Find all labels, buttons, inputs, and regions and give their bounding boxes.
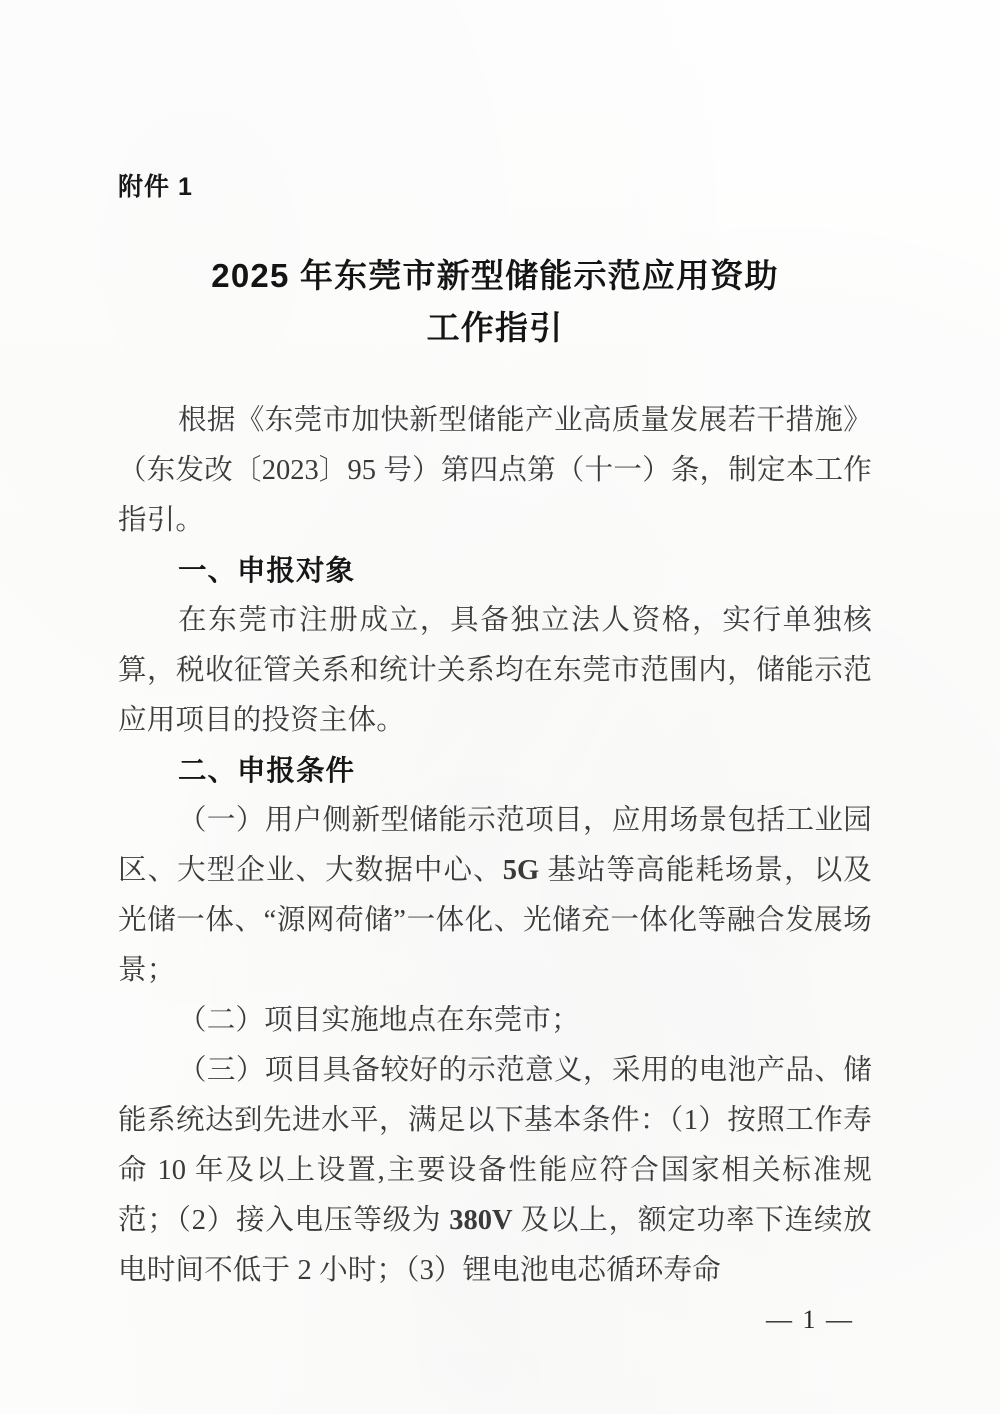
intro-paragraph: 根据《东莞市加快新型储能产业高质量发展若干措施》（东发改〔2023〕95 号）第四点第（十一）条，制定本工作指引。 [118, 405, 872, 536]
section-heading-2: 二、申报条件 [178, 755, 356, 787]
page-number: — 1 — [766, 1305, 854, 1334]
attachment-label: 附件 1 [118, 173, 193, 201]
page-title [118, 250, 872, 354]
page-content [118, 0, 872, 1414]
condition-item-1: （一）用户侧新型储能示范项目，应用场景包括工业园区、大型企业、大数据中心、5G 基站等高能耗场景，以及光储一体、“源网荷储”一体化、光储充一体化等融合发展场景； [118, 805, 872, 986]
page-title-line-1: 2025 年东莞市新型储能示范应用资助 [211, 257, 779, 294]
page-title-line-2: 工作指引 [426, 309, 564, 346]
section-heading-1: 一、申报对象 [178, 555, 356, 587]
condition-item-2: （二）项目实施地点在东莞市； [178, 1005, 580, 1036]
document-body [118, 396, 872, 1296]
condition-item-3: （三）项目具备较好的示范意义，采用的电池产品、储能系统达到先进水平，满足以下基本条件：（1）按照工作寿命 10 年及以上设置,主要设备性能应符合国家相关标准规范；（2）接入电压等级为 380V 及以上，额定功率下连续放电时间不低于 2 小时；（3）锂电池电芯循环寿命 [118, 1055, 872, 1286]
section-1-paragraph: 在东莞市注册成立，具备独立法人资格，实行单独核算，税收征管关系和统计关系均在东莞市范围内，储能示范应用项目的投资主体。 [118, 605, 872, 736]
